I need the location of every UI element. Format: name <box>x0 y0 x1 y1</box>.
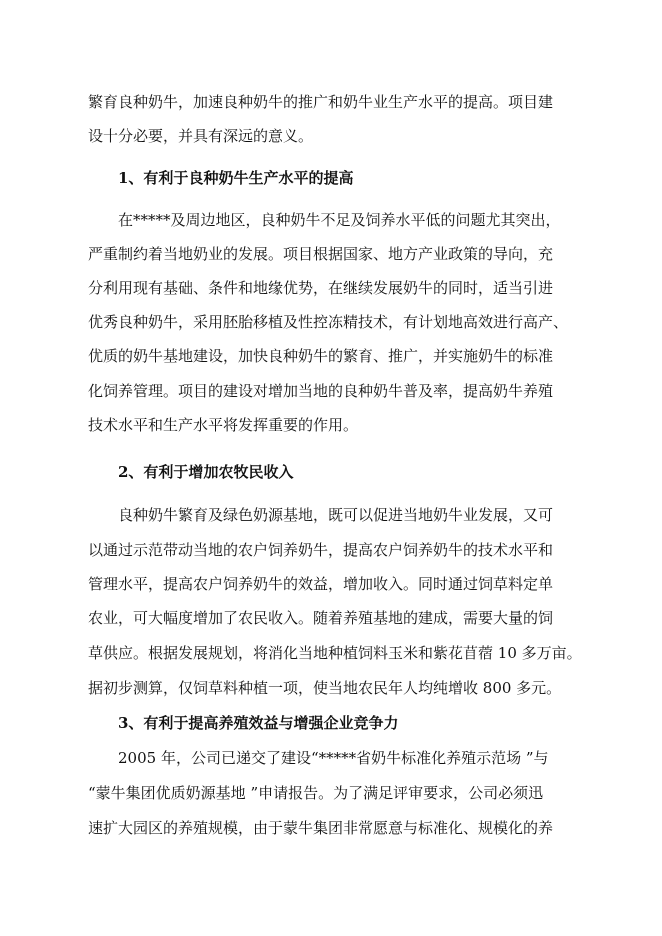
section-2-line-2: 以通过示范带动当地的农户饲养奶牛，提高农户饲养奶牛的技术水平和 <box>88 541 554 559</box>
section-1-line-3: 分利用现有基础、条件和地缘优势，在继续发展奶牛的同时，适当引进 <box>88 279 554 297</box>
section-2-line-5: 草供应。根据发展规划，将消化当地种植饲料玉米和紫花苜蓿 10 多万亩。 <box>88 644 582 662</box>
section-1-line-7: 技术水平和生产水平将发挥重要的作用。 <box>88 416 359 434</box>
section-1-line-1: 在*****及周边地区，良种奶牛不足及饲养水平低的问题尤其突出， <box>118 211 561 229</box>
section-2-line-1: 良种奶牛繁育及绿色奶源基地，既可以促进当地奶牛业发展，又可 <box>118 506 554 524</box>
section-3-line-1: 2005 年，公司已递交了建设“*****省奶牛标准化养殖示范场 ”与 <box>118 749 549 767</box>
intro-line-1: 繁育良种奶牛，加速良种奶牛的推广和奶牛业生产水平的提高。项目建 <box>88 93 554 111</box>
section-3-line-3: 速扩大园区的养殖规模，由于蒙牛集团非常愿意与标准化、规模化的养 <box>88 819 554 837</box>
section-1-line-4: 优秀良种奶牛，采用胚胎移植及性控冻精技术，有计划地高效进行高产、 <box>88 313 569 331</box>
section-3-line-2: “蒙牛集团优质奶源基地 ”申请报告。为了满足评审要求，公司必须迅 <box>88 784 544 802</box>
section-1-heading: 1、有利于良种奶牛生产水平的提高 <box>118 169 354 187</box>
section-2-line-6: 据初步测算，仅饲草料种植一项，使当地农民年人均纯增收 800 多元。 <box>88 679 562 697</box>
intro-line-2: 设十分必要，并具有深远的意义。 <box>88 127 314 145</box>
section-1-line-6: 化饲养管理。项目的建设对增加当地的良种奶牛普及率，提高奶牛养殖 <box>88 382 554 400</box>
section-1-line-2: 严重制约着当地奶业的发展。项目根据国家、地方产业政策的导向，充 <box>88 245 554 263</box>
section-2-line-4: 农业，可大幅度增加了农民收入。随着养殖基地的建成，需要大量的饲 <box>88 609 554 627</box>
section-2-heading: 2、有利于增加农牧民收入 <box>118 463 294 481</box>
section-3-heading: 3、有利于提高养殖效益与增强企业竞争力 <box>118 714 399 732</box>
section-1-line-5: 优质的奶牛基地建设，加快良种奶牛的繁育、推广，并实施奶牛的标准 <box>88 347 554 365</box>
section-2-line-3: 管理水平，提高农户饲养奶牛的效益，增加收入。同时通过饲草料定单 <box>88 575 554 593</box>
